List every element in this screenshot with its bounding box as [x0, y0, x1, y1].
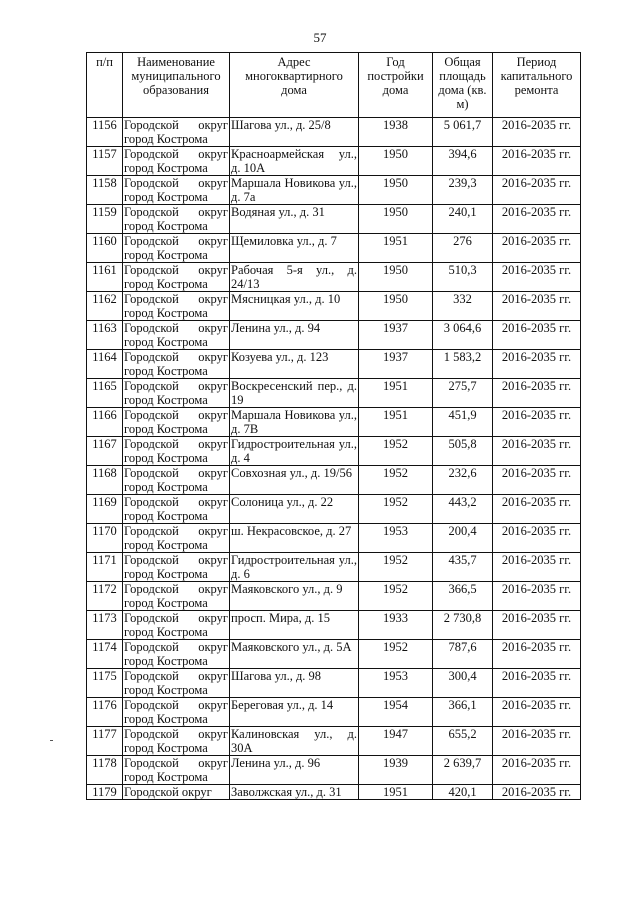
repair-period-cell: 2016-2035 гг.	[493, 727, 581, 756]
total-area-cell: 655,2	[433, 727, 493, 756]
total-area-cell: 3 064,6	[433, 321, 493, 350]
repair-period-cell: 2016-2035 гг.	[493, 263, 581, 292]
total-area-cell: 366,1	[433, 698, 493, 727]
build-year-cell: 1933	[359, 611, 433, 640]
municipality-cell: Городской округ город Кострома	[124, 379, 228, 407]
table-row	[87, 437, 581, 466]
row-number: 1158	[87, 176, 123, 205]
municipality-cell: Городской округ город Кострома	[124, 727, 228, 755]
address-cell: Рабочая 5-я ул., д. 24/13	[231, 263, 357, 291]
page-number: 57	[313, 30, 327, 45]
municipality-cell: Городской округ город Кострома	[124, 118, 228, 146]
total-area-cell: 366,5	[433, 582, 493, 611]
municipality-cell: Городской округ город Кострома	[124, 495, 228, 523]
municipality-cell: Городской округ город Кострома	[124, 698, 228, 726]
address-cell: Калиновская ул., д. 30А	[231, 727, 357, 755]
housing-registry-table	[86, 52, 581, 800]
build-year-cell: 1951	[359, 785, 433, 800]
repair-period-cell: 2016-2035 гг.	[493, 640, 581, 669]
repair-period-cell: 2016-2035 гг.	[493, 147, 581, 176]
table-body	[87, 118, 581, 800]
total-area-cell: 232,6	[433, 466, 493, 495]
build-year-cell: 1947	[359, 727, 433, 756]
repair-period-cell: 2016-2035 гг.	[493, 756, 581, 785]
total-area-cell: 435,7	[433, 553, 493, 582]
row-number: 1163	[87, 321, 123, 350]
repair-period-cell: 2016-2035 гг.	[493, 292, 581, 321]
build-year-cell: 1938	[359, 118, 433, 147]
row-number: 1176	[87, 698, 123, 727]
row-number: 1179	[87, 785, 123, 800]
row-number: 1164	[87, 350, 123, 379]
repair-period-cell: 2016-2035 гг.	[493, 785, 581, 800]
build-year-cell: 1952	[359, 437, 433, 466]
table-row	[87, 292, 581, 321]
total-area-cell: 200,4	[433, 524, 493, 553]
build-year-cell: 1952	[359, 553, 433, 582]
table-header	[87, 53, 581, 118]
build-year-cell: 1950	[359, 205, 433, 234]
row-number: 1177	[87, 727, 123, 756]
build-year-cell: 1952	[359, 495, 433, 524]
row-number: 1166	[87, 408, 123, 437]
address-cell: Ленина ул., д. 96	[230, 756, 359, 785]
table-row	[87, 524, 581, 553]
municipality-cell: Городской округ город Кострома	[124, 321, 228, 349]
row-number: 1157	[87, 147, 123, 176]
address-cell: ш. Некрасовское, д. 27	[230, 524, 359, 553]
row-number: 1171	[87, 553, 123, 582]
build-year-cell: 1953	[359, 669, 433, 698]
repair-period-cell: 2016-2035 гг.	[493, 669, 581, 698]
total-area-cell: 451,9	[433, 408, 493, 437]
table-row	[87, 785, 581, 800]
total-area-cell: 239,3	[433, 176, 493, 205]
table-row	[87, 234, 581, 263]
address-cell: Красноармейская ул., д. 10А	[231, 147, 357, 175]
total-area-cell: 1 583,2	[433, 350, 493, 379]
repair-period-cell: 2016-2035 гг.	[493, 379, 581, 408]
total-area-cell: 275,7	[433, 379, 493, 408]
municipality-cell: Городской округ город Кострома	[124, 263, 228, 291]
repair-period-cell: 2016-2035 гг.	[493, 698, 581, 727]
build-year-cell: 1952	[359, 582, 433, 611]
table-row	[87, 118, 581, 147]
repair-period-cell: 2016-2035 гг.	[493, 176, 581, 205]
build-year-cell: 1953	[359, 524, 433, 553]
table-row	[87, 379, 581, 408]
address-cell: Козуева ул., д. 123	[230, 350, 359, 379]
table-row	[87, 553, 581, 582]
row-number: 1165	[87, 379, 123, 408]
repair-period-cell: 2016-2035 гг.	[493, 408, 581, 437]
header-row	[87, 53, 581, 118]
total-area-cell: 420,1	[433, 785, 493, 800]
table-row	[87, 640, 581, 669]
build-year-cell: 1951	[359, 234, 433, 263]
address-cell: Мясницкая ул., д. 10	[230, 292, 359, 321]
build-year-cell: 1950	[359, 147, 433, 176]
table-row	[87, 582, 581, 611]
row-number: 1175	[87, 669, 123, 698]
table-row	[87, 350, 581, 379]
total-area-cell: 276	[433, 234, 493, 263]
address-cell: Шагова ул., д. 25/8	[230, 118, 359, 147]
repair-period-cell: 2016-2035 гг.	[493, 234, 581, 263]
repair-period-cell: 2016-2035 гг.	[493, 524, 581, 553]
total-area-cell: 2 730,8	[433, 611, 493, 640]
total-area-cell: 510,3	[433, 263, 493, 292]
municipality-cell: Городской округ город Кострома	[124, 582, 228, 610]
table-row	[87, 176, 581, 205]
build-year-cell: 1952	[359, 640, 433, 669]
total-area-cell: 240,1	[433, 205, 493, 234]
repair-period-cell: 2016-2035 гг.	[493, 466, 581, 495]
municipality-cell: Городской округ город Кострома	[124, 524, 228, 552]
repair-period-cell: 2016-2035 гг.	[493, 553, 581, 582]
build-year-cell: 1950	[359, 263, 433, 292]
total-area-cell: 300,4	[433, 669, 493, 698]
row-number: 1156	[87, 118, 123, 147]
address-cell: просп. Мира, д. 15	[230, 611, 359, 640]
total-area-cell: 787,6	[433, 640, 493, 669]
repair-period-cell: 2016-2035 гг.	[493, 350, 581, 379]
address-cell: Маршала Новикова ул., д. 7В	[231, 408, 357, 436]
table-row	[87, 205, 581, 234]
repair-period-cell: 2016-2035 гг.	[493, 118, 581, 147]
repair-period-cell: 2016-2035 гг.	[493, 582, 581, 611]
municipality-cell: Городской округ город Кострома	[124, 205, 228, 233]
table-row	[87, 698, 581, 727]
total-area-cell: 5 061,7	[433, 118, 493, 147]
build-year-cell: 1937	[359, 350, 433, 379]
municipality-cell: Городской округ город Кострома	[124, 176, 228, 204]
table-row	[87, 727, 581, 756]
municipality-cell: Городской округ	[123, 785, 230, 800]
address-cell: Воскресенский пер., д. 19	[231, 379, 357, 407]
address-cell: Маршала Новикова ул., д. 7а	[231, 176, 357, 204]
table-row	[87, 263, 581, 292]
row-number: 1159	[87, 205, 123, 234]
row-number: 1161	[87, 263, 123, 292]
table-row	[87, 669, 581, 698]
repair-period-cell: 2016-2035 гг.	[493, 611, 581, 640]
row-number: 1178	[87, 756, 123, 785]
header-number: п/п	[87, 53, 123, 118]
municipality-cell: Городской округ город Кострома	[124, 147, 228, 175]
municipality-cell: Городской округ город Кострома	[124, 292, 228, 320]
row-number: 1160	[87, 234, 123, 263]
row-number: 1173	[87, 611, 123, 640]
address-cell: Водяная ул., д. 31	[230, 205, 359, 234]
row-number: 1168	[87, 466, 123, 495]
header-address: Адрес многоквартирного дома	[230, 53, 359, 118]
municipality-cell: Городской округ город Кострома	[124, 234, 228, 262]
row-number: 1172	[87, 582, 123, 611]
row-number: 1174	[87, 640, 123, 669]
repair-period-cell: 2016-2035 гг.	[493, 437, 581, 466]
total-area-cell: 394,6	[433, 147, 493, 176]
header-repair-period: Период капитального ремонта	[493, 53, 581, 118]
address-cell: Совхозная ул., д. 19/56	[230, 466, 359, 495]
build-year-cell: 1952	[359, 466, 433, 495]
total-area-cell: 332	[433, 292, 493, 321]
total-area-cell: 505,8	[433, 437, 493, 466]
table-row	[87, 466, 581, 495]
build-year-cell: 1954	[359, 698, 433, 727]
table-row	[87, 321, 581, 350]
build-year-cell: 1951	[359, 408, 433, 437]
repair-period-cell: 2016-2035 гг.	[493, 205, 581, 234]
build-year-cell: 1939	[359, 756, 433, 785]
municipality-cell: Городской округ город Кострома	[124, 408, 228, 436]
build-year-cell: 1950	[359, 292, 433, 321]
build-year-cell: 1950	[359, 176, 433, 205]
total-area-cell: 2 639,7	[433, 756, 493, 785]
table-row	[87, 147, 581, 176]
municipality-cell: Городской округ город Кострома	[124, 756, 228, 784]
address-cell: Солоница ул., д. 22	[230, 495, 359, 524]
row-number: 1169	[87, 495, 123, 524]
table-row	[87, 495, 581, 524]
build-year-cell: 1951	[359, 379, 433, 408]
table-row	[87, 408, 581, 437]
municipality-cell: Городской округ город Кострома	[124, 669, 228, 697]
municipality-cell: Городской округ город Кострома	[124, 466, 228, 494]
address-cell: Гидростроительная ул., д. 4	[231, 437, 357, 465]
municipality-cell: Городской округ город Кострома	[124, 553, 228, 581]
header-municipality: Наименование муниципального образования	[123, 53, 230, 118]
municipality-cell: Городской округ город Кострома	[124, 640, 228, 668]
municipality-cell: Городской округ город Кострома	[124, 437, 228, 465]
repair-period-cell: 2016-2035 гг.	[493, 321, 581, 350]
address-cell: Шагова ул., д. 98	[230, 669, 359, 698]
margin-mark	[50, 740, 53, 741]
build-year-cell: 1937	[359, 321, 433, 350]
address-cell: Заволжская ул., д. 31	[230, 785, 359, 800]
row-number: 1167	[87, 437, 123, 466]
total-area-cell: 443,2	[433, 495, 493, 524]
municipality-cell: Городской округ город Кострома	[124, 611, 228, 639]
address-cell: Маяковского ул., д. 5А	[230, 640, 359, 669]
address-cell: Гидростроительная ул., д. 6	[231, 553, 357, 581]
row-number: 1162	[87, 292, 123, 321]
header-total-area: Общая площадь дома (кв. м)	[433, 53, 493, 118]
address-cell: Маяковского ул., д. 9	[230, 582, 359, 611]
row-number: 1170	[87, 524, 123, 553]
table-row	[87, 756, 581, 785]
table-row	[87, 611, 581, 640]
header-build-year: Год постройки дома	[359, 53, 433, 118]
address-cell: Береговая ул., д. 14	[230, 698, 359, 727]
repair-period-cell: 2016-2035 гг.	[493, 495, 581, 524]
municipality-cell: Городской округ город Кострома	[124, 350, 228, 378]
address-cell: Щемиловка ул., д. 7	[230, 234, 359, 263]
address-cell: Ленина ул., д. 94	[230, 321, 359, 350]
